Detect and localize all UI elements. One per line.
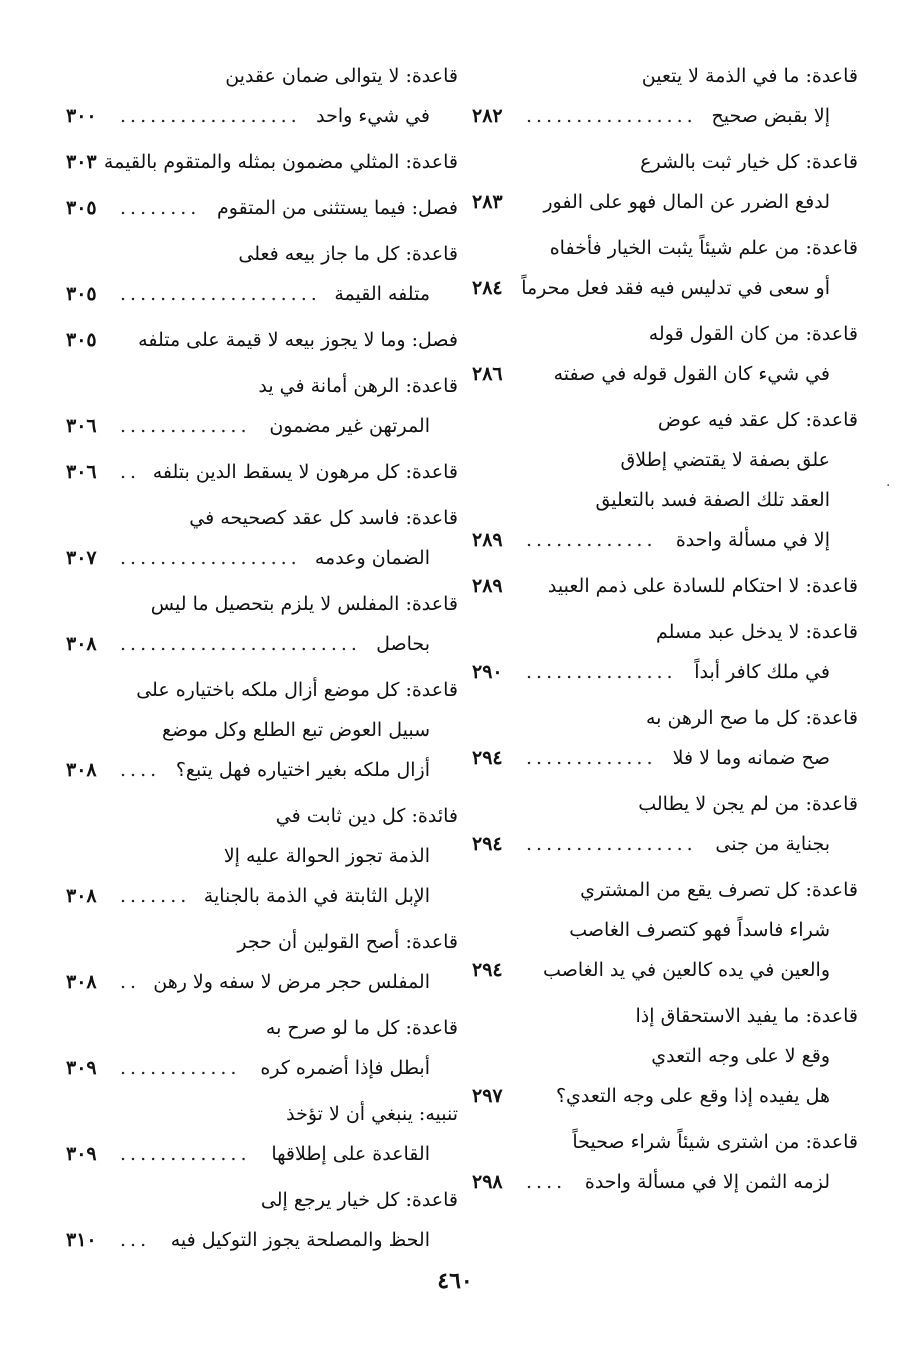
entry-text: إلا في مسألة واحدة <box>675 529 830 551</box>
entry-text: قاعدة: المثلي مضمون بمثله والمتقوم بالقيمة <box>103 151 458 173</box>
entry-page-number: ٣٠٧ <box>66 547 97 569</box>
entry-text: قاعدة: كل خيار يرجع إلى <box>260 1189 458 1211</box>
entry-text: أو سعى في تدليس فيه فقد فعل محرماً <box>521 277 830 299</box>
index-entry <box>468 480 858 520</box>
index-entry <box>468 1076 858 1116</box>
entry-text: سبيل العوض تبع الطلع وكل موضع <box>161 719 430 741</box>
entry-text: الضمان وعدمه <box>314 547 430 569</box>
index-column-right <box>468 56 858 1202</box>
index-entry <box>62 1134 458 1174</box>
entry-text: العقد تلك الصفة فسد بالتعليق <box>595 489 830 511</box>
index-entry <box>468 142 858 182</box>
entry-page-number: ٣١٠ <box>66 1229 97 1251</box>
entry-text: متلفه القيمة <box>334 283 430 305</box>
index-entry <box>468 612 858 652</box>
index-entry <box>62 750 458 790</box>
entry-text: قاعدة: كل مرهون لا يسقط الدين بتلفه <box>152 461 458 483</box>
index-entry <box>468 996 858 1036</box>
entry-page-number: ٣٠٨ <box>66 885 97 907</box>
entry-text: قاعدة: من علم شيئاً يثبت الخيار فأخفاه <box>549 237 858 259</box>
index-entry <box>62 922 458 962</box>
entry-text: المفلس حجر مرض لا سفه ولا رهن <box>153 971 430 993</box>
index-entry <box>62 366 458 406</box>
leader-dots: .................. <box>120 547 301 569</box>
index-entry <box>62 320 458 360</box>
entry-text: الذمة تجوز الحوالة عليه إلا <box>223 845 430 867</box>
index-entry <box>468 354 858 394</box>
entry-page-number: ٣٠٩ <box>66 1057 97 1079</box>
index-entry <box>62 56 458 96</box>
entry-text: الحظ والمصلحة يجوز التوكيل فيه <box>170 1229 430 1251</box>
entry-text: فصل: فيما يستثنى من المتقوم <box>217 197 458 219</box>
entry-text: تنبيه: ينبغي أن لا تؤخذ <box>286 1103 458 1125</box>
entry-text: قاعدة: الرهن أمانة في يد <box>258 375 458 397</box>
entry-text: علق بصفة لا يقتضي إطلاق <box>620 449 830 471</box>
index-entry <box>62 1180 458 1220</box>
index-entry <box>468 1122 858 1162</box>
entry-text: القاعدة على إطلاقها <box>271 1143 430 1165</box>
entry-page-number: ٣٠٥ <box>66 197 97 219</box>
entry-text: صح ضمانه وما لا فلا <box>672 747 830 769</box>
entry-text: قاعدة: كل موضع أزال ملكه باختياره على <box>136 679 458 701</box>
entry-page-number: ٣٠٥ <box>66 283 97 305</box>
leader-dots: ... <box>120 1229 151 1251</box>
entry-page-number: ٢٨٦ <box>472 363 503 385</box>
leader-dots: ........ <box>120 197 201 219</box>
index-entry <box>62 188 458 228</box>
index-entry <box>62 142 458 182</box>
index-column-left <box>62 56 458 1260</box>
index-entry <box>468 56 858 96</box>
index-entry <box>62 406 458 446</box>
leader-dots: .................... <box>120 283 321 305</box>
entry-text: بحاصل <box>376 633 430 655</box>
entry-page-number: ٢٨٣ <box>472 191 503 213</box>
index-entry <box>468 566 858 606</box>
index-entry <box>468 182 858 222</box>
entry-text: قاعدة: فاسد كل عقد كصحيحه في <box>189 507 458 529</box>
index-entry <box>468 96 858 136</box>
entry-page-number: ٣٠٠ <box>66 105 97 127</box>
leader-dots: .... <box>526 1171 567 1193</box>
index-entry <box>62 624 458 664</box>
entry-text: أزال ملكه بغير اختياره فهل يتبع؟ <box>175 759 430 781</box>
entry-page-number: ٢٩٧ <box>472 1085 503 1107</box>
index-entry <box>62 538 458 578</box>
leader-dots: ........................ <box>120 633 361 655</box>
index-entry <box>62 836 458 876</box>
entry-text: قاعدة: لا احتكام للسادة على ذمم العبيد <box>547 575 858 597</box>
entry-text: هل يفيده إذا وقع على وجه التعدي؟ <box>555 1085 830 1107</box>
index-entry <box>62 876 458 916</box>
entry-text: قاعدة: كل تصرف يقع من المشتري <box>580 879 858 901</box>
leader-dots: ............. <box>526 747 657 769</box>
index-entry <box>468 698 858 738</box>
entry-text: قاعدة: كل خيار ثبت بالشرع <box>640 151 858 173</box>
entry-page-number: ٢٨٢ <box>472 105 503 127</box>
entry-page-number: ٢٩٤ <box>472 959 503 981</box>
leader-dots: ................. <box>526 833 697 855</box>
index-entry <box>468 228 858 268</box>
index-entry <box>62 670 458 710</box>
entry-text: لدفع الضرر عن المال فهو على الفور <box>543 191 830 213</box>
entry-text: قاعدة: ما في الذمة لا يتعين <box>641 65 858 87</box>
entry-text: في ملك كافر أبداً <box>694 661 830 683</box>
index-entry <box>62 710 458 750</box>
entry-text: شراء فاسداً فهو كتصرف الغاصب <box>569 919 830 941</box>
index-entry <box>468 738 858 778</box>
index-entry <box>62 234 458 274</box>
entry-page-number: ٣٠٥ <box>66 329 97 351</box>
entry-page-number: ٣٠٣ <box>66 151 97 173</box>
index-entry <box>468 870 858 910</box>
index-entry <box>62 498 458 538</box>
entry-text: قاعدة: لا يدخل عبد مسلم <box>655 621 858 643</box>
entry-text: فصل: وما لا يجوز بيعه لا قيمة على متلفه <box>138 329 458 351</box>
entry-page-number: ٣٠٦ <box>66 415 97 437</box>
entry-page-number: ٢٨٤ <box>472 277 503 299</box>
entry-text: المرتهن غير مضمون <box>269 415 430 437</box>
entry-text: بجناية من جنى <box>715 833 830 855</box>
entry-page-number: ٢٨٩ <box>472 575 503 597</box>
entry-text: فائدة: كل دين ثابت في <box>275 805 458 827</box>
entry-text: قاعدة: من اشترى شيئاً شراء صحيحاً <box>572 1131 858 1153</box>
index-entry <box>62 584 458 624</box>
entry-text: قاعدة: كل ما جاز بيعه فعلى <box>238 243 458 265</box>
index-entry <box>468 824 858 864</box>
index-entry <box>62 1008 458 1048</box>
entry-text: قاعدة: كل ما لو صرح به <box>265 1017 458 1039</box>
entry-page-number: ٢٩٤ <box>472 833 503 855</box>
index-entry <box>62 1094 458 1134</box>
leader-dots: ............. <box>120 1143 251 1165</box>
entry-text: قاعدة: أصح القولين أن حجر <box>237 931 458 953</box>
index-entry <box>468 1162 858 1202</box>
margin-dot: · <box>886 478 891 494</box>
index-entry <box>468 400 858 440</box>
leader-dots: ............. <box>120 415 251 437</box>
index-entry <box>62 1048 458 1088</box>
leader-dots: ............... <box>526 661 677 683</box>
entry-text: في شيء كان القول قوله في صفته <box>553 363 830 385</box>
index-entry <box>468 1036 858 1076</box>
index-entry <box>468 520 858 560</box>
leader-dots: ............. <box>526 529 657 551</box>
entry-page-number: ٢٩٠ <box>472 661 503 683</box>
leader-dots: .. <box>120 971 141 993</box>
entry-text: قاعدة: المفلس لا يلزم بتحصيل ما ليس <box>150 593 458 615</box>
entry-page-number: ٣٠٨ <box>66 971 97 993</box>
index-entry <box>468 784 858 824</box>
entry-text: قاعدة: لا يتوالى ضمان عقدين <box>225 65 458 87</box>
page-number: ٤٦٠ <box>437 1268 473 1294</box>
index-entry <box>62 96 458 136</box>
entry-page-number: ٣٠٨ <box>66 633 97 655</box>
entry-text: قاعدة: ما يفيد الاستحقاق إذا <box>635 1005 858 1027</box>
leader-dots: ....... <box>120 885 191 907</box>
entry-text: لزمه الثمن إلا في مسألة واحدة <box>584 1171 830 1193</box>
entry-text: قاعدة: كل ما صح الرهن به <box>645 707 858 729</box>
entry-text: قاعدة: من لم يجن لا يطالب <box>638 793 858 815</box>
entry-page-number: ٣٠٦ <box>66 461 97 483</box>
leader-dots: ............ <box>120 1057 241 1079</box>
index-entry <box>62 796 458 836</box>
leader-dots: .... <box>120 759 161 781</box>
index-entry <box>468 950 858 990</box>
index-entry <box>62 274 458 314</box>
entry-page-number: ٢٨٩ <box>472 529 503 551</box>
entry-text: والعين في يده كالعين في يد الغاصب <box>543 959 830 981</box>
index-entry <box>62 1220 458 1260</box>
entry-text: أبطل فإذا أضمره كره <box>260 1057 430 1079</box>
leader-dots: .................. <box>120 105 301 127</box>
entry-text: في شيء واحد <box>316 105 430 127</box>
index-entry <box>62 452 458 492</box>
entry-page-number: ٣٠٩ <box>66 1143 97 1165</box>
index-entry <box>468 440 858 480</box>
entry-text: وقع لا على وجه التعدي <box>651 1045 830 1067</box>
index-entry <box>468 910 858 950</box>
entry-text: إلا بقبض صحيح <box>711 105 830 127</box>
index-entry <box>468 652 858 692</box>
entry-page-number: ٢٩٤ <box>472 747 503 769</box>
index-entry <box>468 268 858 308</box>
leader-dots: ................. <box>526 105 697 127</box>
entry-page-number: ٢٩٨ <box>472 1171 503 1193</box>
leader-dots: .. <box>120 461 141 483</box>
index-entry <box>62 962 458 1002</box>
entry-text: الإبل الثابتة في الذمة بالجناية <box>203 885 430 907</box>
entry-text: قاعدة: كل عقد فيه عوض <box>657 409 858 431</box>
entry-page-number: ٣٠٨ <box>66 759 97 781</box>
entry-text: قاعدة: من كان القول قوله <box>648 323 858 345</box>
index-entry <box>468 314 858 354</box>
